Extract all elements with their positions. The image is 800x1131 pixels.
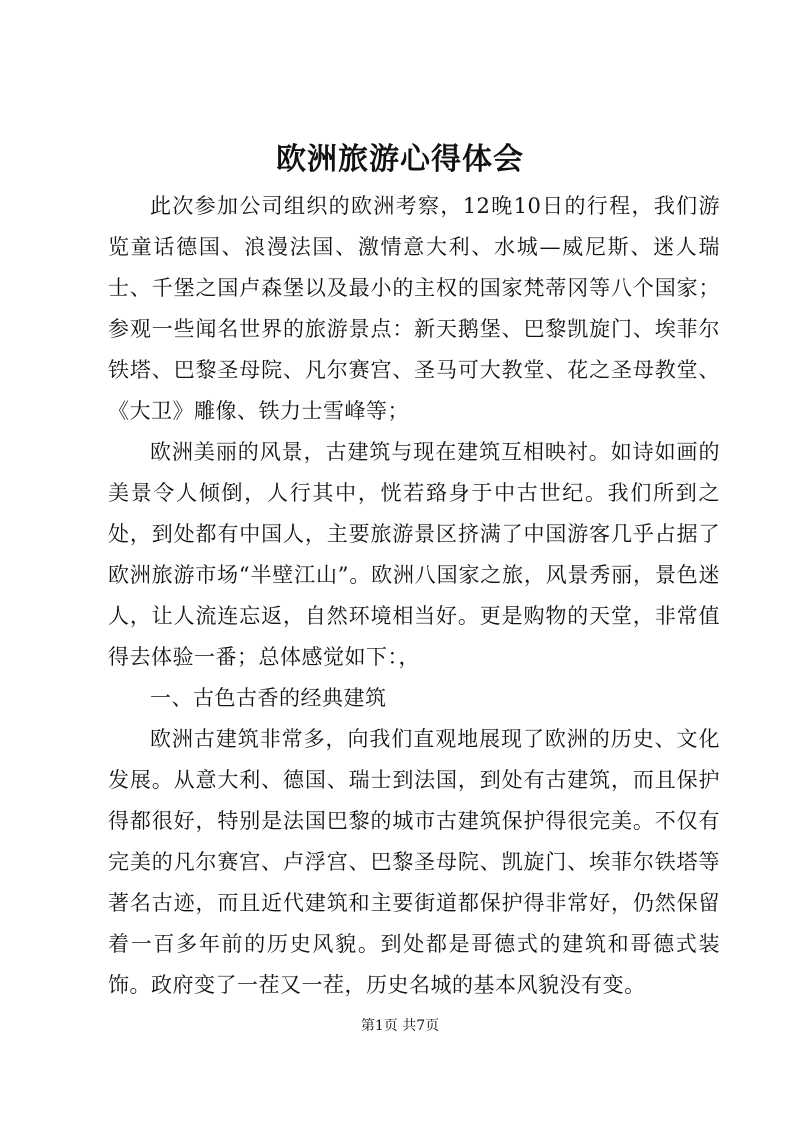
paragraph-architecture: 欧洲古建筑非常多，向我们直观地展现了欧洲的历史、文化发展。从意大利、德国、瑞士到法国，到处有古建筑，而且保护得都很好，特别是法国巴黎的城市古建筑保护得很完美。不仅有完美的凡尔赛宫、卢浮宫、巴黎圣母院、凯旋门、埃菲尔铁塔等著名古迹，而且近代建筑和主要街道都保护得非常好，仍然保留着一百多年前的历史风貌。到处都是哥德式的建筑和哥德式装饰。政府变了一茬又一茬，历史名城的基本风貌没有变。 bbox=[108, 727, 720, 997]
page-number-footer: 第1页 共7页 bbox=[360, 1018, 440, 1034]
paragraph-intro: 此次参加公司组织的欧洲考察，12晚10日的行程，我们游览童话德国、浪漫法国、激情意大利、水城—威尼斯、迷人瑞士、千堡之国卢森堡以及最小的主权的国家梵蒂冈等八个国家；参观一些闻名世界的旅游景点：新天鹅堡、巴黎凯旋门、埃菲尔铁塔、巴黎圣母院、凡尔赛宫、圣马可大教堂、花之圣母教堂、《大卫》雕像、铁力士雪峰等； bbox=[108, 194, 720, 423]
document-body bbox=[108, 186, 720, 1006]
document-title: 欧洲旅游心得体会 bbox=[276, 142, 524, 177]
section-heading: 一、古色古香的经典建筑 bbox=[150, 686, 387, 710]
paragraph-scenery: 欧洲美丽的风景，古建筑与现在建筑互相映衬。如诗如画的美景令人倾倒，人行其中，恍若臵身于中古世纪。我们所到之处，到处都有中国人，主要旅游景区挤满了中国游客几乎占据了欧洲旅游市场“半壁江山”。欧洲八国家之旅，风景秀丽，景色迷人，让人流连忘返，自然环境相当好。更是购物的天堂，非常值得去体验一番；总体感觉如下：， bbox=[108, 440, 720, 669]
